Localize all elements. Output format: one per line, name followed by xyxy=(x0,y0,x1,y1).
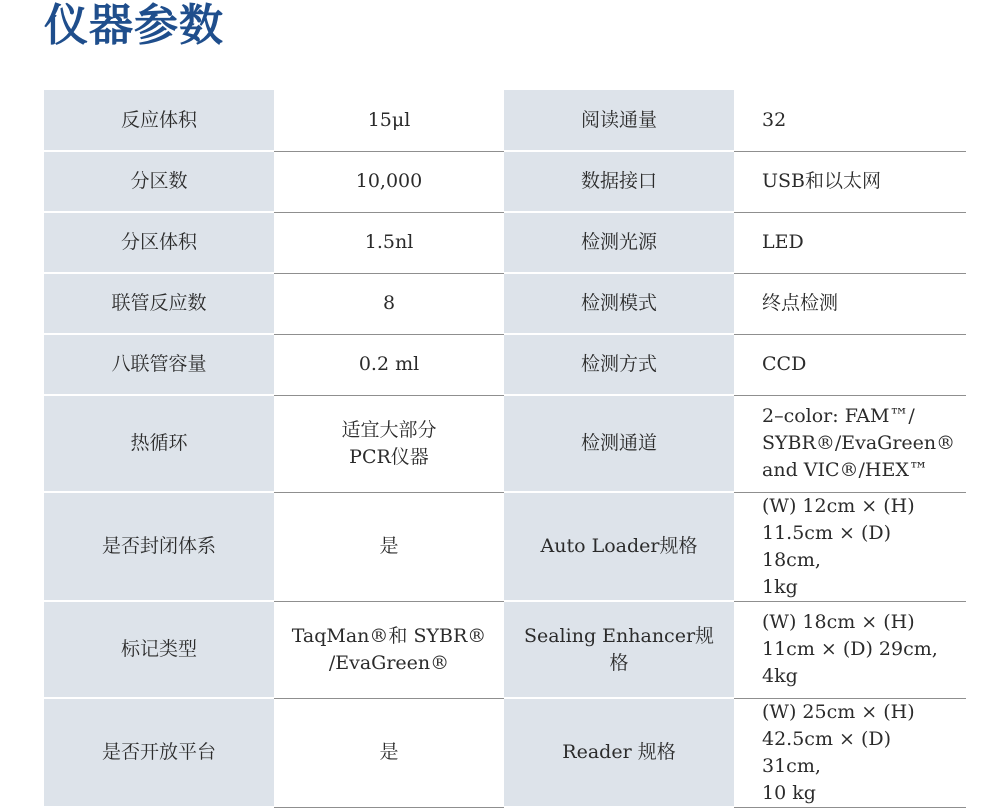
table-row xyxy=(44,273,966,334)
spec-value: 15μl xyxy=(274,90,504,151)
spec-table xyxy=(44,90,966,808)
table-row xyxy=(44,601,966,698)
table-row xyxy=(44,395,966,492)
spec-value: 10,000 xyxy=(274,151,504,212)
spec-value: 是 xyxy=(274,698,504,807)
spec-label: 检测光源 xyxy=(504,212,734,273)
spec-value: 适宜大部分 PCR仪器 xyxy=(274,395,504,492)
page-title: 仪器参数 xyxy=(44,0,224,51)
spec-label: 是否开放平台 xyxy=(44,698,274,807)
spec-label: 八联管容量 xyxy=(44,334,274,395)
spec-value: 0.2 ml xyxy=(274,334,504,395)
spec-label: Reader 规格 xyxy=(504,698,734,807)
table-row xyxy=(44,212,966,273)
spec-value: (W) 18cm × (H) 11cm × (D) 29cm, 4kg xyxy=(734,601,966,698)
table-row xyxy=(44,334,966,395)
spec-label: 热循环 xyxy=(44,395,274,492)
spec-label: 检测通道 xyxy=(504,395,734,492)
spec-value: 终点检测 xyxy=(734,273,966,334)
spec-value: 8 xyxy=(274,273,504,334)
spec-value: CCD xyxy=(734,334,966,395)
spec-label: 标记类型 xyxy=(44,601,274,698)
spec-value: 是 xyxy=(274,492,504,601)
table-row xyxy=(44,151,966,212)
spec-label: 阅读通量 xyxy=(504,90,734,151)
table-row xyxy=(44,698,966,807)
spec-value: (W) 12cm × (H) 11.5cm × (D) 18cm, 1kg xyxy=(734,492,966,601)
table-row xyxy=(44,492,966,601)
spec-value: (W) 25cm × (H) 42.5cm × (D) 31cm, 10 kg xyxy=(734,698,966,807)
spec-label: Sealing Enhancer规格 xyxy=(504,601,734,698)
spec-value: 32 xyxy=(734,90,966,151)
spec-label: 分区数 xyxy=(44,151,274,212)
spec-value: 1.5nl xyxy=(274,212,504,273)
spec-label: 检测方式 xyxy=(504,334,734,395)
spec-value: 2–color: FAM™/ SYBR®/EvaGreen® and VIC®/HEX™ xyxy=(734,395,966,492)
spec-label: 是否封闭体系 xyxy=(44,492,274,601)
spec-label: 分区体积 xyxy=(44,212,274,273)
spec-label: 检测模式 xyxy=(504,273,734,334)
spec-label: 数据接口 xyxy=(504,151,734,212)
spec-value: USB和以太网 xyxy=(734,151,966,212)
table-row xyxy=(44,90,966,151)
spec-label: 联管反应数 xyxy=(44,273,274,334)
spec-label: 反应体积 xyxy=(44,90,274,151)
spec-label: Auto Loader规格 xyxy=(504,492,734,601)
spec-value: TaqMan®和 SYBR® /EvaGreen® xyxy=(274,601,504,698)
spec-value: LED xyxy=(734,212,966,273)
